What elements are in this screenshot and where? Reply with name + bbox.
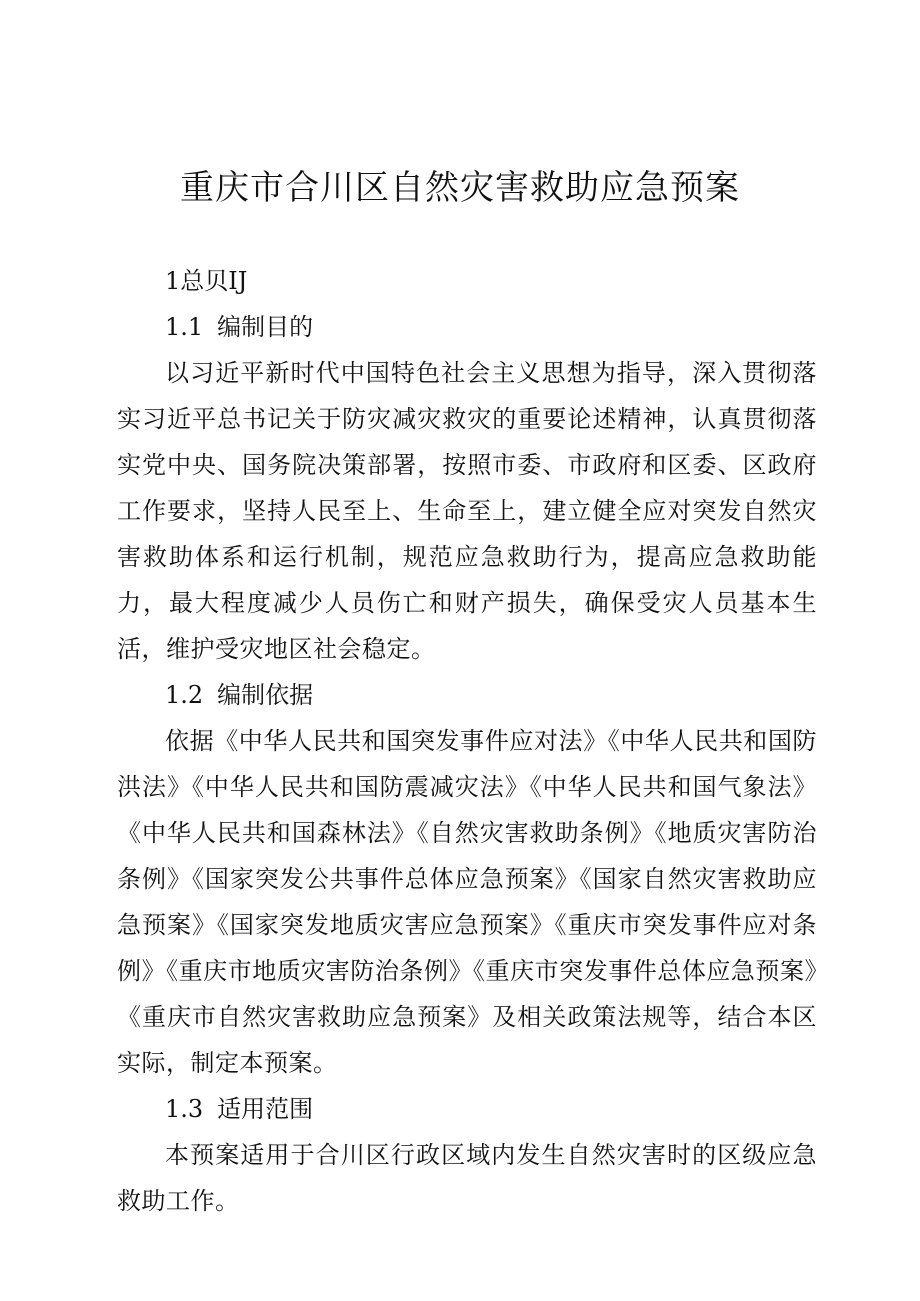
section-paragraph: 本预案适用于合川区行政区域内发生自然灾害时的区级应急救助工作。 <box>117 1141 817 1215</box>
document-title: 重庆市合川区自然灾害救助应急预案 <box>180 168 740 208</box>
section-title: 适用范围 <box>217 1095 314 1123</box>
section-heading <box>117 672 817 718</box>
section-heading <box>117 1086 817 1132</box>
section-paragraph: 以习近平新时代中国特色社会主义思想为指导，深入贯彻落实习近平总书记关于防灾减灾救灾的重要论述精神，认真贯彻落实党中央、国务院决策部署，按照市委、市政府和区委、区政府工作要求，坚持人民至上、生命至上，建立健全应对突发自然灾害救助体系和运行机制，规范应急救助行为，提高应急救助能力，最大程度减少人员伤亡和财产损失，确保受灾人员基本生活，维护受灾地区社会稳定。 <box>117 359 817 663</box>
chapter-heading: 1总贝IJ <box>165 267 248 295</box>
section-number: 1.1 <box>165 313 204 341</box>
document-body <box>117 258 817 1224</box>
section-paragraph: 依据《中华人民共和国突发事件应对法》《中华人民共和国防洪法》《中华人民共和国防震减灾法》《中华人民共和国气象法》《中华人民共和国森林法》《自然灾害救助条例》《地质灾害防治条例》《国家突发公共事件总体应急预案》《国家自然灾害救助应急预案》《国家突发地质灾害应急预案》《重庆市突发事件应对条例》《重庆市地质灾害防治条例》《重庆市突发事件总体应急预案》《重庆市自然灾害救助应急预案》及相关政策法规等，结合本区实际，制定本预案。 <box>117 727 817 1077</box>
section-heading <box>117 304 817 350</box>
section-title: 编制依据 <box>217 681 314 709</box>
section-title: 编制目的 <box>217 313 314 341</box>
section-number: 1.2 <box>165 681 204 709</box>
section-number: 1.3 <box>165 1095 204 1123</box>
